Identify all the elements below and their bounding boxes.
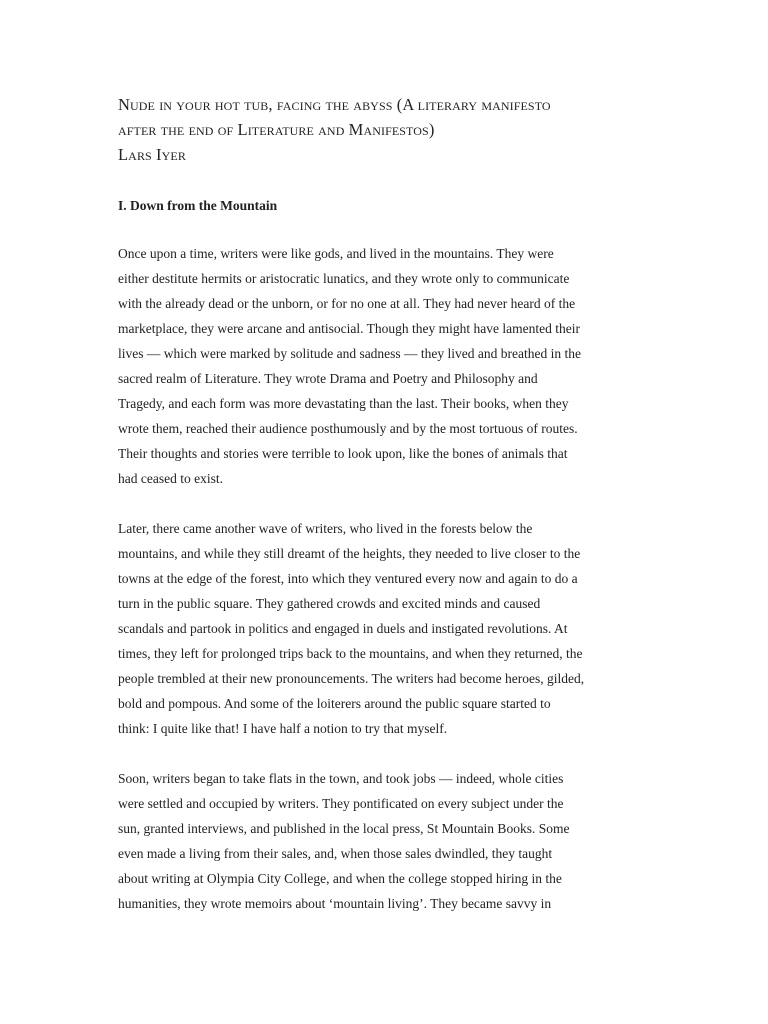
author-name: Lars Iyer <box>118 145 186 164</box>
paragraph-3 <box>118 766 658 916</box>
text-line: with the already dead or the unborn, or for no one at all. They had never heard of the <box>118 296 576 311</box>
text-line: Tragedy, and each form was more devastating than the last. Their books, when they <box>118 396 569 411</box>
paragraph-2 <box>118 516 658 741</box>
text-line: think: I quite like that! I have half a notion to try that myself. <box>118 721 448 736</box>
title-text-2: after the end of Literature and Manifestos) <box>118 120 435 139</box>
title-line-2 <box>118 117 658 142</box>
text-line: people trembled at their new pronouncements. The writers had become heroes, gilded, <box>118 671 585 686</box>
paragraph-1 <box>118 241 658 491</box>
title-text-1: Nude in your hot tub, facing the abyss (A literary manifesto <box>118 95 551 114</box>
text-line: times, they left for prolonged trips back to the mountains, and when they returned, the <box>118 646 583 661</box>
text-line: mountains, and while they still dreamt of the heights, they needed to live closer to the <box>118 546 581 561</box>
text-line: towns at the edge of the forest, into which they ventured every now and again to do a <box>118 571 578 586</box>
text-line: about writing at Olympia City College, and when the college stopped hiring in the <box>118 871 562 886</box>
text-line: Their thoughts and stories were terrible to look upon, like the bones of animals that <box>118 446 568 461</box>
title-line-1 <box>118 92 658 117</box>
text-line: had ceased to exist. <box>118 471 223 486</box>
text-line: wrote them, reached their audience posthumously and by the most tortuous of routes. <box>118 421 578 436</box>
text-line: even made a living from their sales, and, when those sales dwindled, they taught <box>118 846 553 861</box>
text-line: humanities, they wrote memoirs about ‘mountain living’. They became savvy in <box>118 896 552 911</box>
text-line: Soon, writers began to take flats in the town, and took jobs — indeed, whole cities <box>118 771 564 786</box>
text-line: Later, there came another wave of writers, who lived in the forests below the <box>118 521 533 536</box>
text-line: sacred realm of Literature. They wrote Drama and Poetry and Philosophy and <box>118 371 538 386</box>
text-line: sun, granted interviews, and published in the local press, St Mountain Books. Some <box>118 821 570 836</box>
text-line: marketplace, they were arcane and antisocial. Though they might have lamented their <box>118 321 580 336</box>
text-line: Once upon a time, writers were like gods, and lived in the mountains. They were <box>118 246 554 261</box>
text-line: turn in the public square. They gathered crowds and excited minds and caused <box>118 596 541 611</box>
title-block <box>118 92 658 167</box>
text-line: either destitute hermits or aristocratic lunatics, and they wrote only to communicate <box>118 271 570 286</box>
text-line: scandals and partook in politics and engaged in duels and instigated revolutions. At <box>118 621 568 636</box>
section-heading: I. Down from the Mountain <box>118 198 278 213</box>
text-line: bold and pompous. And some of the loiterers around the public square started to <box>118 696 551 711</box>
text-line: lives — which were marked by solitude and sadness — they lived and breathed in the <box>118 346 582 361</box>
text-line: were settled and occupied by writers. They pontificated on every subject under the <box>118 796 564 811</box>
author-line <box>118 142 658 167</box>
